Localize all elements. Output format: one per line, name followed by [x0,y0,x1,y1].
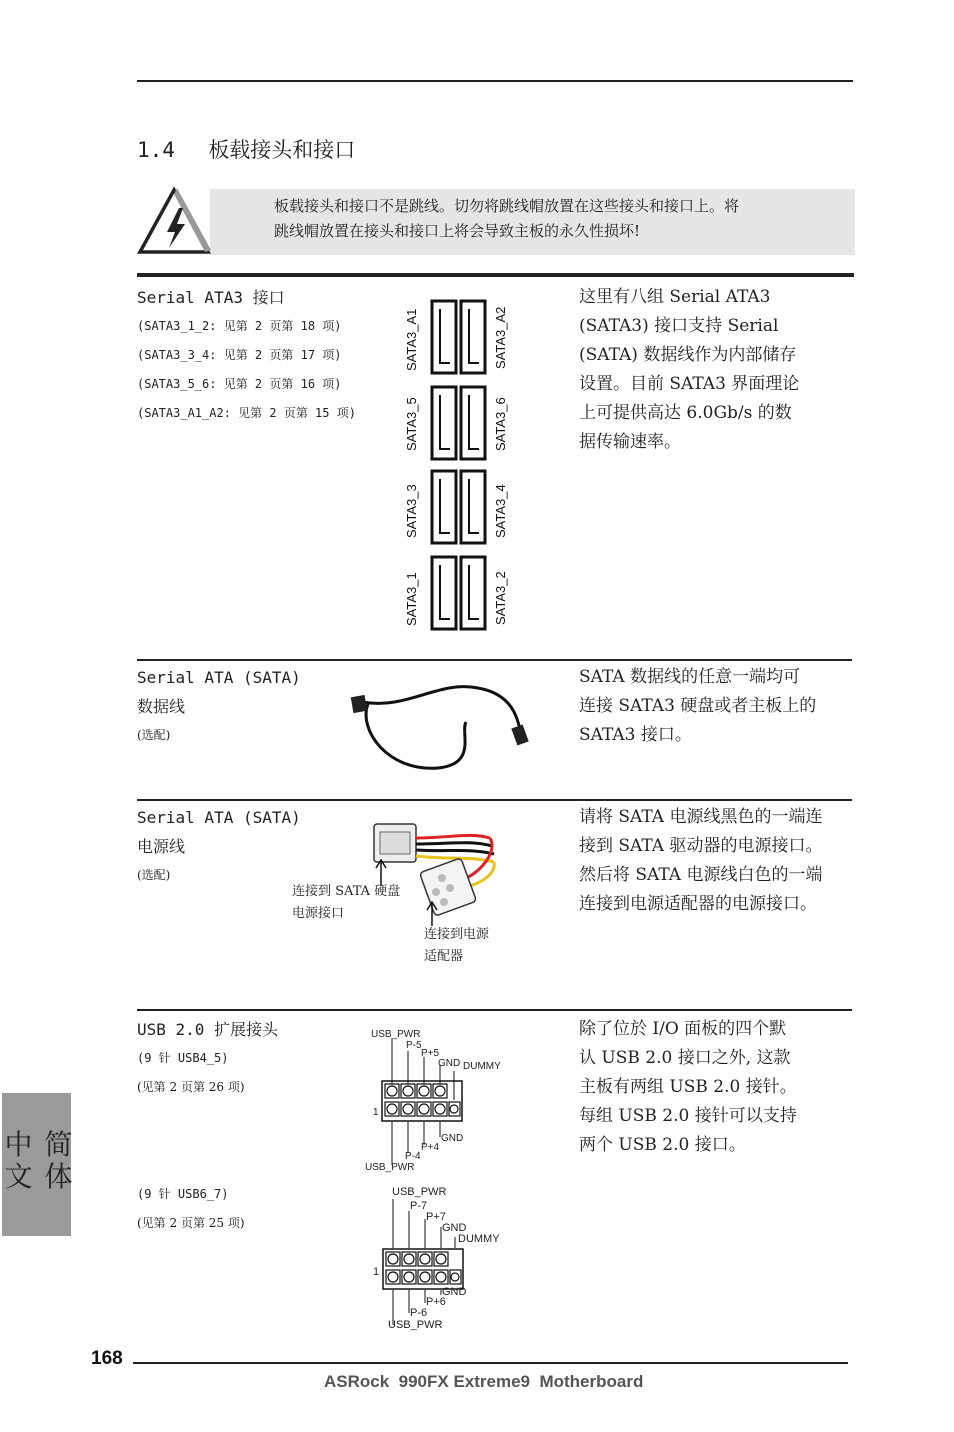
label-sata3-2: SATA3_2 [493,571,508,625]
footer-rule [133,1362,848,1364]
pin-label: P-6 [410,1307,428,1319]
desc-line: 连接 SATA3 硬盘或者主板上的 [579,696,817,716]
sata3-connector-diagram [430,297,490,637]
label-sata3-6: SATA3_6 [493,397,508,451]
desc-line: 接到 SATA 驱动器的电源接口。 [579,836,823,856]
usb-header2-pins: (9 针 USB6_7) [137,1187,229,1201]
desc-line: 设置。目前 SATA3 界面理论 [579,374,800,394]
sata-cable-title: 数据线 [137,697,186,716]
usb-header-diagram-1 [365,1027,515,1177]
warning-text [274,194,739,244]
pin-label: GND [442,1222,467,1234]
desc-line: SATA 数据线的任意一端均可 [579,667,801,687]
pin-label: USB_PWR [365,1162,415,1173]
usb-header1-ref: (见第 2 页第 26 项) [137,1080,245,1094]
sata3-ref: (SATA3_3_4: 见第 2 页第 17 项) [137,348,342,362]
label-sata3-a1: SATA3_A1 [404,308,419,371]
desc-line: 请将 SATA 电源线黑色的一端连 [579,807,823,827]
label-line: 连接到 SATA 硬盘 [292,884,401,899]
desc-line: 认 USB 2.0 接口之外, 这款 [579,1048,791,1068]
sata-power-left [137,803,301,890]
arrow-up-icon [425,900,439,926]
sata3-desc [579,283,799,457]
sata-connector-pair [432,471,485,543]
sata3-ref: (SATA3_A1_A2: 见第 2 页第 15 项) [137,406,356,420]
sata-power-title: Serial ATA (SATA) [137,808,301,827]
usb-title: USB 2.0 扩展接头 [137,1020,279,1039]
label-sata3-4: SATA3_4 [493,484,508,538]
usb-desc [579,1015,797,1160]
sata3-ref: (SATA3_1_2: 见第 2 页第 18 项) [137,319,342,333]
label-psu-connector [424,924,489,968]
pin-label: P+6 [426,1296,446,1308]
label-sata3-1: SATA3_1 [404,572,419,626]
thick-rule [137,273,854,277]
pin-label: DUMMY [463,1061,501,1072]
usb-leader-lines [370,1185,520,1335]
pin-label: USB_PWR [371,1029,421,1040]
pin-label: P+4 [421,1142,440,1153]
label-line: 适配器 [424,949,464,964]
divider [137,659,852,661]
usb-left-2 [137,1180,245,1238]
desc-line: 据传输速率。 [579,432,681,452]
desc-line: 连接到电源适配器的电源接口。 [579,894,817,914]
pin-label: P+5 [421,1048,440,1059]
optional-label: (选配) [137,728,171,742]
page-number: 168 [91,1348,123,1369]
pin-label: GND [441,1133,464,1144]
desc-line: (SATA3) 接口支持 Serial [579,316,779,336]
label-sata3-3: SATA3_3 [404,484,419,538]
label-sata3-5: SATA3_5 [404,397,419,451]
pin-label: 1 [373,1266,380,1278]
desc-line: 然后将 SATA 电源线白色的一端 [579,865,823,885]
desc-line: 主板有两组 USB 2.0 接针。 [579,1077,797,1097]
label-line: 连接到电源 [424,927,490,942]
sata3-ref: (SATA3_5_6: 见第 2 页第 16 项) [137,377,342,391]
warning-line: 板载接头和接口不是跳线。切勿将跳线帽放置在这些接头和接口上。将 [274,197,740,215]
desc-line: 每组 USB 2.0 接针可以支持 [579,1106,797,1126]
language-side-tab [0,1093,74,1236]
pin-label: P+7 [426,1211,446,1223]
usb-header-diagram-2 [370,1185,520,1335]
side-tab-label: 简体中文 [0,1128,74,1193]
sata-cable-title: Serial ATA (SATA) [137,668,301,687]
pin-label: P-7 [410,1200,428,1212]
label-line: 电源接口 [292,906,345,921]
pin-label: DUMMY [458,1233,500,1245]
sata-connector-pair [432,301,485,373]
desc-line: (SATA) 数据线作为内部储存 [579,345,797,365]
sata-connector-pair [432,557,485,629]
label-hdd-connector [292,881,400,925]
pin-label: P-4 [405,1151,421,1162]
desc-line: 两个 USB 2.0 接口。 [579,1135,746,1155]
optional-label: (选配) [137,868,171,882]
pin-label: GND [438,1058,461,1069]
pin-label: GND [442,1286,467,1298]
sata-cable-left [137,663,301,750]
usb-header2-ref: (见第 2 页第 25 项) [137,1216,245,1230]
usb-header1-pins: (9 针 USB4_5) [137,1051,229,1065]
pin-label: USB_PWR [392,1186,447,1198]
desc-line: SATA3 接口。 [579,725,692,745]
sata-power-title: 电源线 [137,837,186,856]
sata-power-desc [579,803,823,919]
pin-label: 1 [373,1107,379,1118]
usb-leader-lines [365,1027,515,1177]
label-sata3-a2: SATA3_A2 [493,306,508,369]
usb-left [137,1015,278,1102]
sata-connector-pair [432,387,485,459]
section-title: 板载接头和接口 [208,138,356,162]
sata-cable-image [348,680,548,780]
section-heading [137,134,355,164]
top-rule [137,80,853,82]
warning-line: 跳线帽放置在接头和接口上将会导致主板的永久性损坏! [274,222,641,240]
warning-icon [137,184,212,256]
sata-cable-desc [579,663,816,750]
desc-line: 上可提供高达 6.0Gb/s 的数 [579,403,792,423]
divider [137,1009,852,1011]
footer-product: ASRock 990FX Extreme9 Motherboard [324,1372,644,1391]
pin-label: P-5 [406,1040,422,1051]
divider [137,799,852,801]
desc-line: 除了位於 I/O 面板的四个默 [579,1019,787,1039]
section-number: 1.4 [137,138,175,162]
sata3-title: Serial ATA3 接口 [137,288,285,307]
desc-line: 这里有八组 Serial ATA3 [579,287,771,307]
sata3-left [137,283,356,428]
pin-label: USB_PWR [388,1319,443,1331]
